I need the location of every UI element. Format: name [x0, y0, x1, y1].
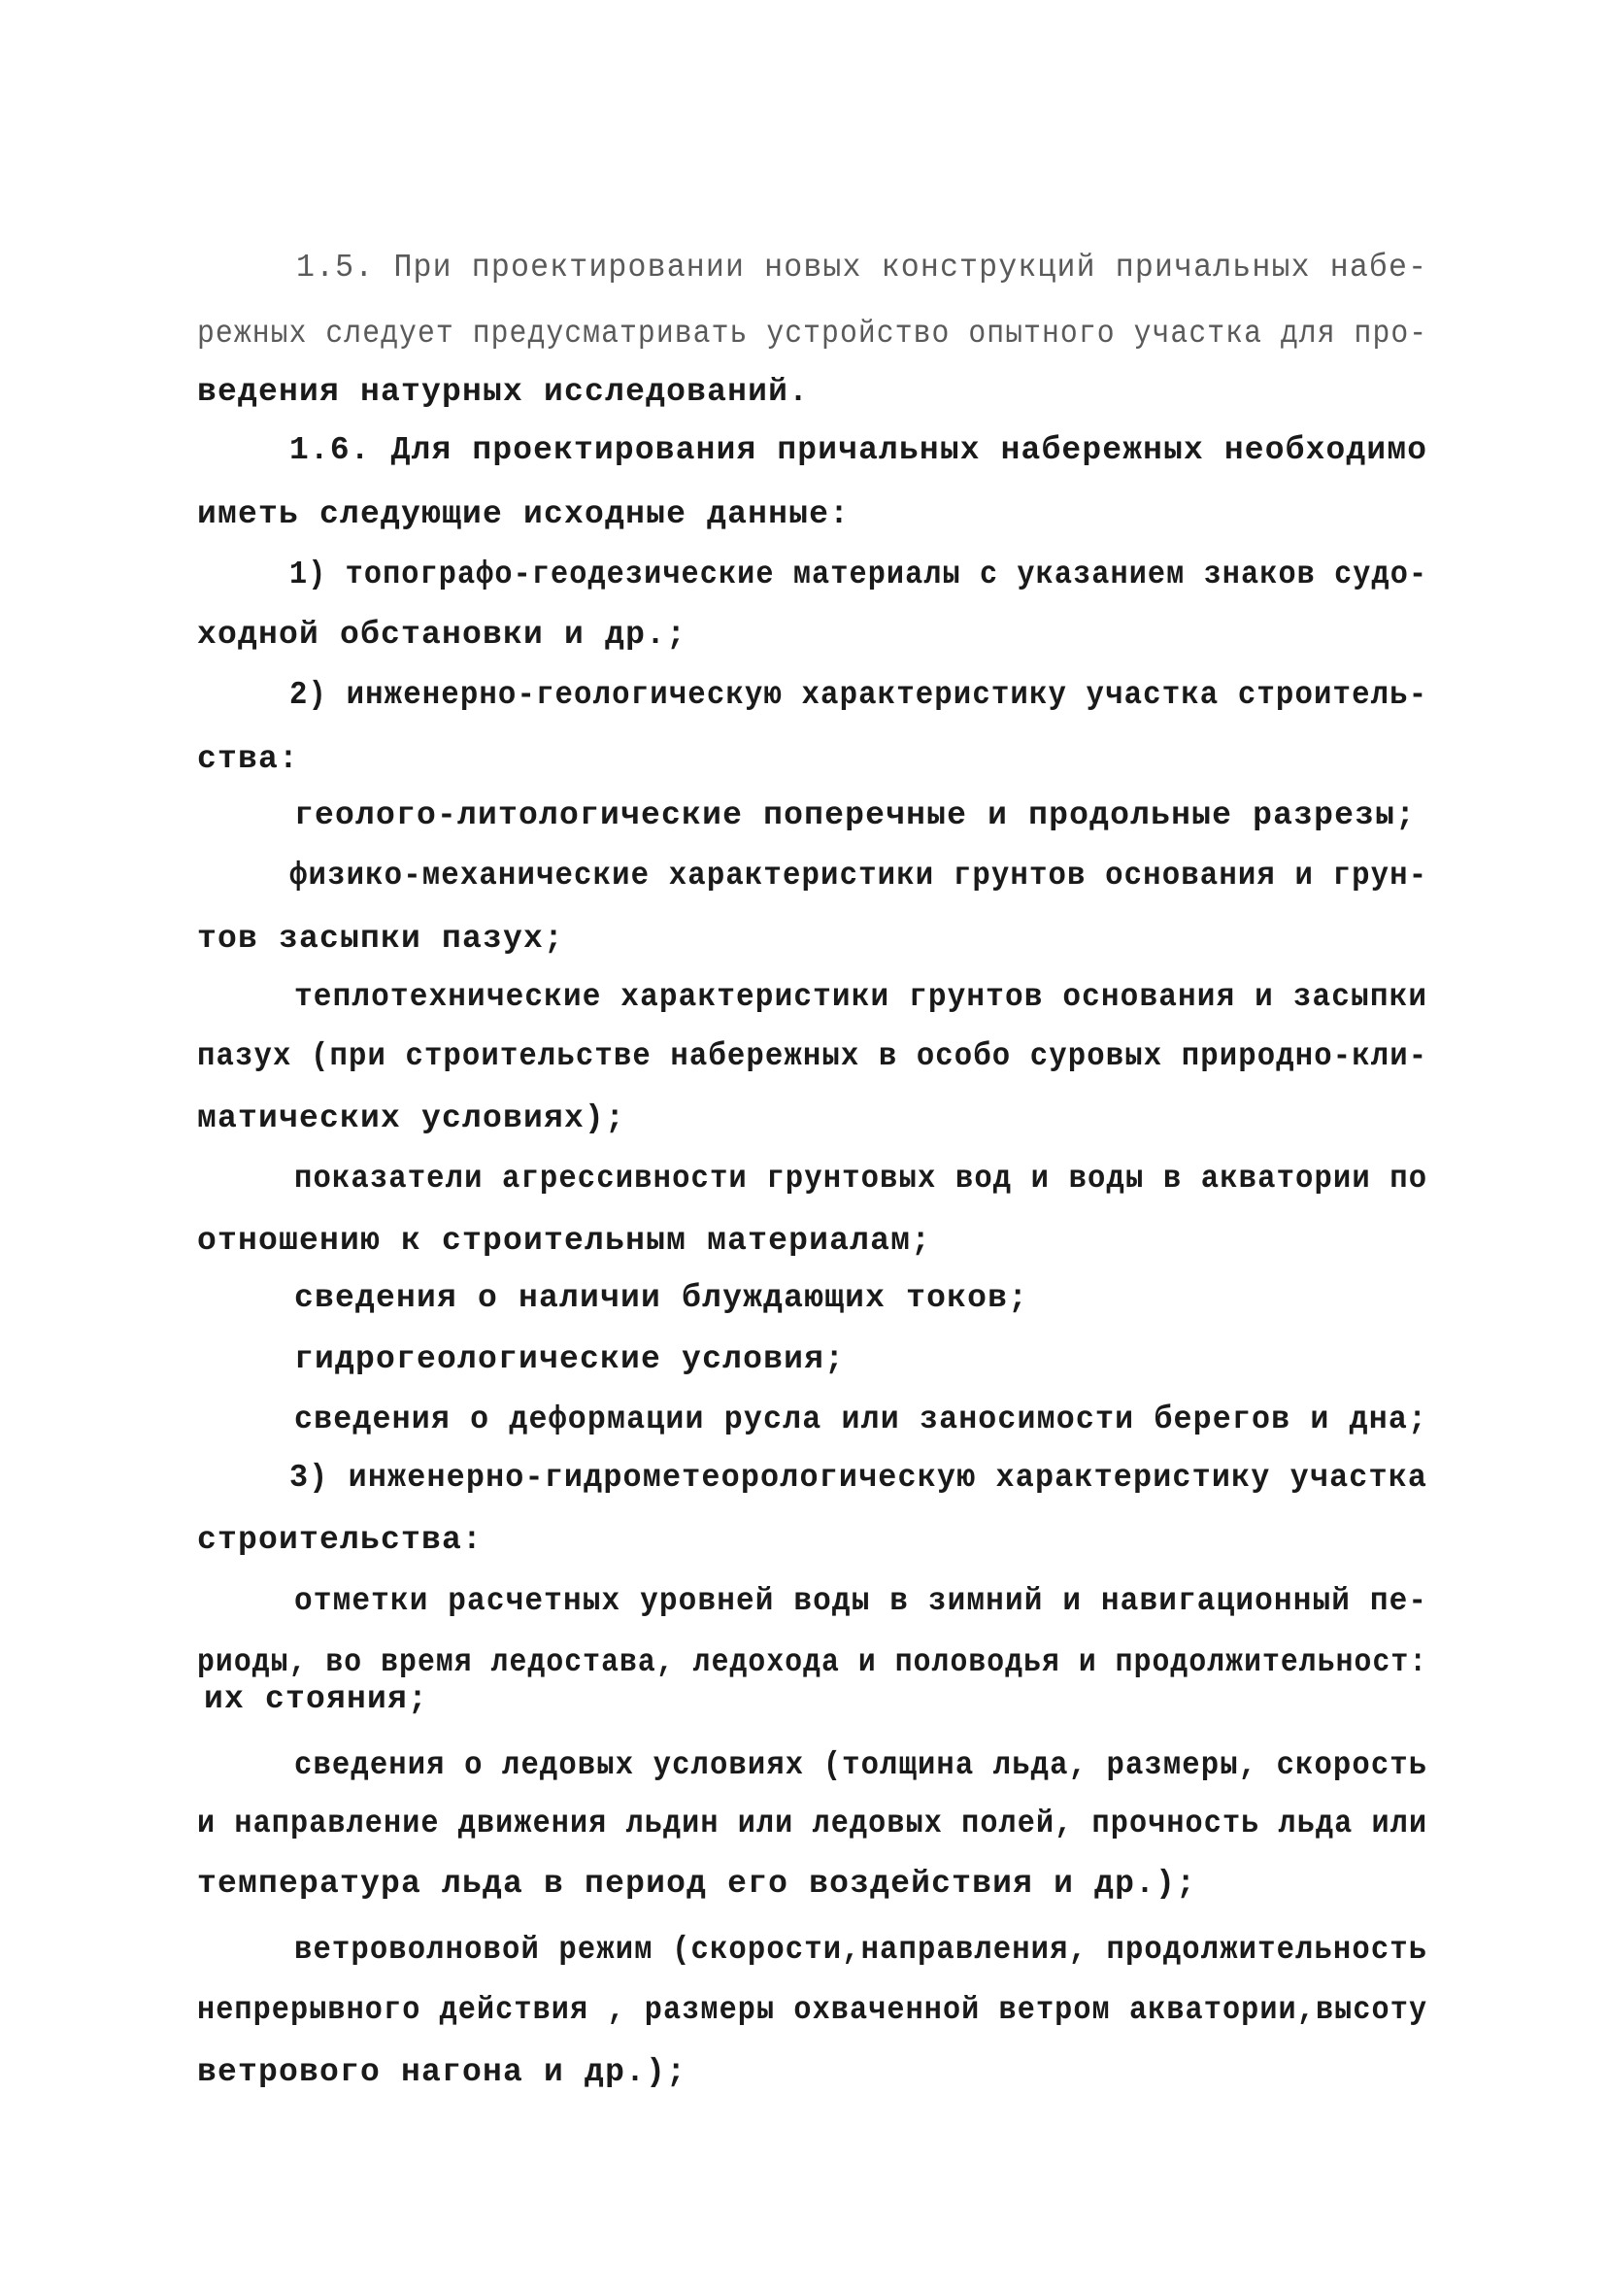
text-line: непрерывного действия , размеры охваченной ветром акватории,высоту	[197, 1992, 1428, 2028]
text-line: 2) инженерно-геологическую характеристику участка строитель-	[289, 677, 1428, 713]
text-line: тов засыпки пазух;	[197, 921, 565, 957]
text-line: 1.6. Для проектирования причальных набережных необходимо	[289, 432, 1428, 468]
text-line: ства:	[197, 741, 300, 777]
text-line: сведения о деформации русла или заносимости берегов и дна;	[294, 1401, 1428, 1437]
text-line: ветроволновой режим (скорости,направления, продолжительность	[294, 1932, 1428, 1968]
text-line: температура льда в период его воздействия и др.);	[197, 1866, 1197, 1902]
text-line: и направление движения льдин или ледовых полей, прочность льда или	[197, 1806, 1428, 1841]
text-line: 1) топографо-геодезические материалы с указанием знаков судо-	[289, 557, 1428, 592]
text-line: ходной обстановки и др.;	[197, 617, 687, 653]
text-line: геолого-литологические поперечные и продольные разрезы;	[294, 797, 1417, 833]
text-line: режных следует предусматривать устройство опытного участка для про-	[197, 316, 1428, 352]
text-line: пазух (при строительстве набережных в особо суровых природно-кли-	[197, 1038, 1428, 1074]
text-line: показатели агрессивности грунтовых вод и воды в акватории по	[294, 1161, 1428, 1197]
text-line: риоды, во время ледостава, ледохода и половодья и продолжительност:	[197, 1644, 1428, 1680]
text-line: их стояния;	[204, 1681, 429, 1717]
text-line: отметки расчетных уровней воды в зимний и навигационный пе-	[294, 1583, 1428, 1619]
text-line: сведения о наличии блуждающих токов;	[294, 1280, 1029, 1316]
text-line: ведения натурных исследований.	[197, 374, 810, 410]
text-line: ветрового нагона и др.);	[197, 2054, 687, 2090]
text-line: отношению к строительным материалам;	[197, 1223, 932, 1259]
text-line: 3) инженерно-гидрометеорологическую характеристику участка	[289, 1460, 1428, 1496]
text-line: матических условиях);	[197, 1100, 626, 1136]
text-line: сведения о ледовых условиях (толщина льда, размеры, скорость	[294, 1747, 1428, 1783]
text-line: 1.5. При проектировании новых конструкций причальных набе-	[296, 250, 1428, 286]
text-line: иметь следующие исходные данные:	[197, 496, 851, 532]
text-line: строительства:	[197, 1522, 484, 1558]
text-line: теплотехнические характеристики грунтов основания и засыпки	[294, 979, 1428, 1015]
text-line: физико-механические характеристики грунтов основания и грун-	[289, 858, 1428, 894]
text-line: гидрогеологические условия;	[294, 1341, 846, 1377]
